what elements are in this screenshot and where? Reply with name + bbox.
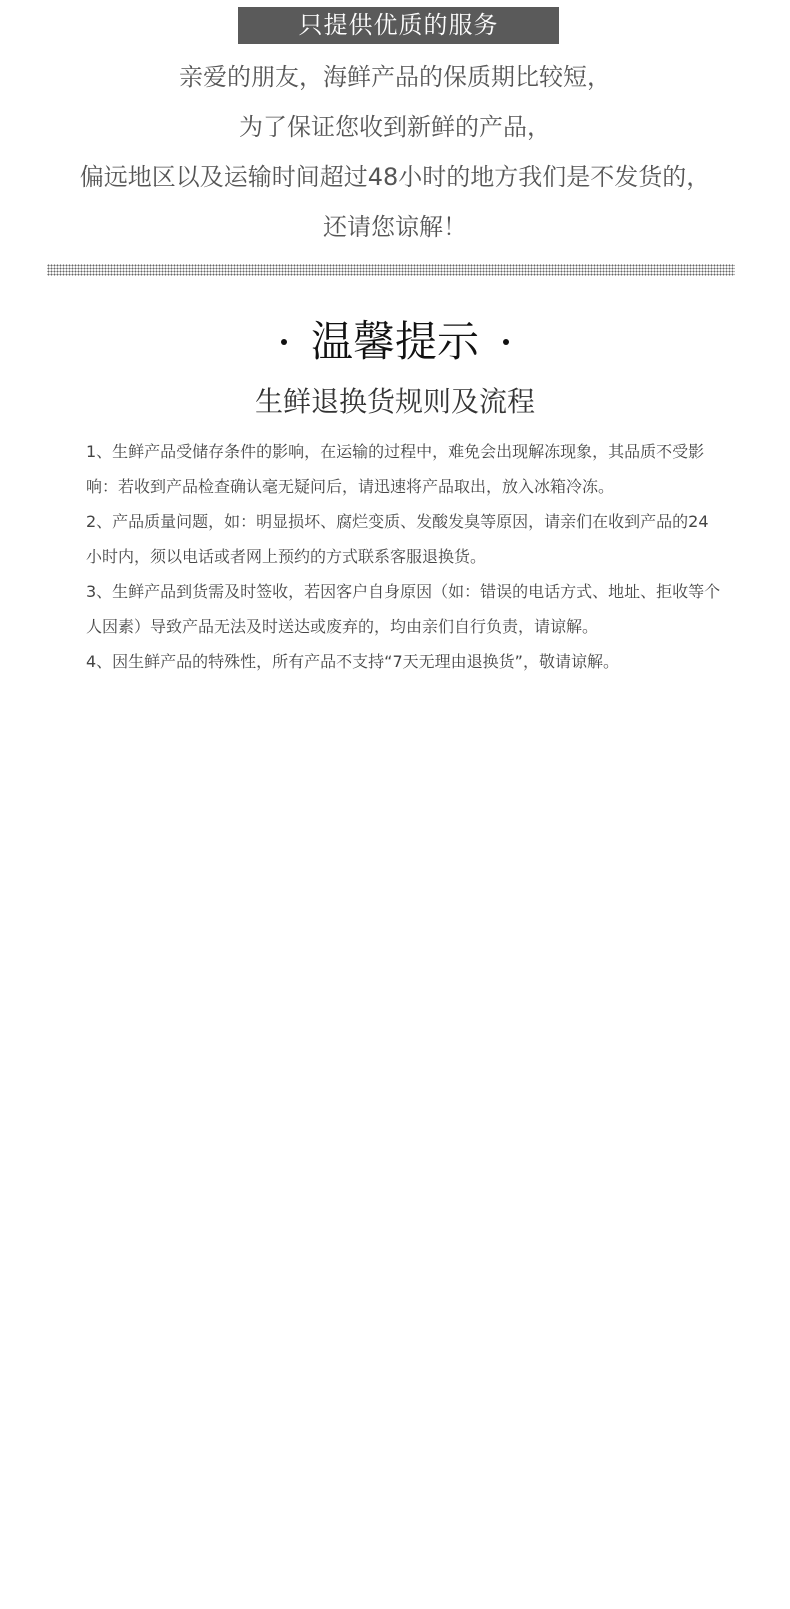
intro-line: 还请您谅解！ [323,213,467,241]
section-subtitle: 生鲜退换货规则及流程 [254,385,535,418]
bullet-dot-icon [503,339,509,345]
intro-line: 亲爱的朋友，海鲜产品的保质期比较短， [179,63,611,91]
section-title-text: 温馨提示 [310,317,479,366]
rules-list [86,434,721,679]
service-banner: 只提供优质的服务 [238,7,559,44]
rule-item: 1、生鲜产品受储存条件的影响，在运输的过程中，难免会出现解冻现象，其品质不受影响：若收到产品检查确认毫无疑问后，请迅速将产品取出，放入冰箱冷冻。 [86,442,705,496]
rule-item: 4、因生鲜产品的特殊性，所有产品不支持“7天无理由退换货”，敬请谅解。 [86,652,619,671]
dotted-divider [47,264,735,276]
intro-line: 为了保证您收到新鲜的产品， [239,113,551,141]
bullet-dot-icon [281,339,287,345]
rule-item: 3、生鲜产品到货需及时签收，若因客户自身原因（如：错误的电话方式、地址、拒收等个人因素）导致产品无法及时送达或废弃的，均由亲们自行负责，请谅解。 [86,582,721,636]
rule-item: 2、产品质量问题，如：明显损坏、腐烂变质、发酸发臭等原因，请亲们在收到产品的24小时内，须以电话或者网上预约的方式联系客服退换货。 [86,512,709,566]
section-title [0,312,790,372]
intro-line: 偏远地区以及运输时间超过48小时的地方我们是不发货的， [79,163,711,191]
intro-notice [40,52,750,252]
